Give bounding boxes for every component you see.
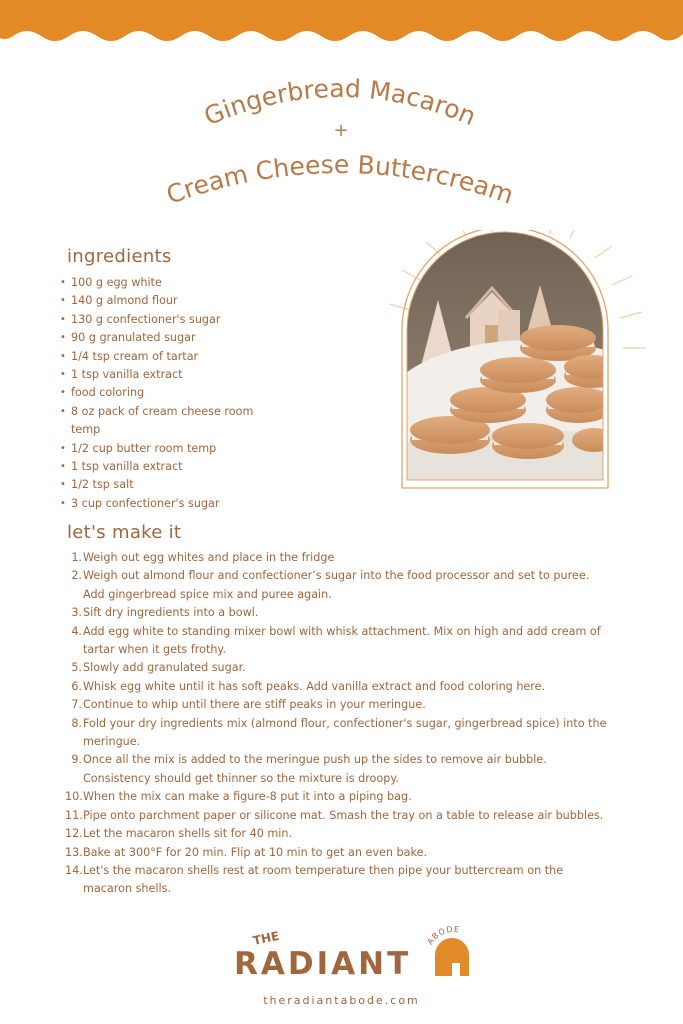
step-text: Fold your dry ingredients mix (almond flour, confectioner's sugar, gingerbread spice) into the: [83, 716, 607, 730]
step-number: 8.: [71, 716, 82, 730]
method-step: [65, 751, 665, 769]
ingredient-item: • 1/4 tsp cream of tartar: [60, 348, 265, 366]
title-line-2: Cream Cheese Buttercream: [162, 149, 518, 210]
step-number: [65, 733, 83, 751]
ingredients-heading: ingredients: [67, 246, 172, 267]
step-text: Add gingerbread spice mix and puree again.: [83, 587, 332, 601]
logo-the: THE: [251, 928, 281, 948]
step-number: 9.: [71, 753, 82, 767]
step-number: 7.: [71, 698, 82, 712]
method-step: [65, 733, 665, 751]
step-text: Add egg white to standing mixer bowl with whisk attachment. Mix on high and add cream of: [83, 624, 601, 638]
step-number: [65, 586, 83, 604]
method-steps-list: [65, 549, 665, 899]
method-step: [65, 715, 665, 733]
step-text: Pipe onto parchment paper or silicone mat. Smash the tray on a table to release air bubbles.: [83, 808, 604, 822]
logo-radiant: RADIANT: [234, 946, 412, 982]
ingredient-item: • food coloring: [60, 384, 265, 402]
ingredient-item: • 3 cup confectioner's sugar: [60, 495, 265, 513]
ingredient-item: • 1 tsp vanilla extract: [60, 458, 265, 476]
step-text: Consistency should get thinner so the mixture is droopy.: [83, 771, 399, 785]
method-step: [65, 696, 665, 714]
ingredient-item: • 8 oz pack of cream cheese room temp: [60, 403, 265, 440]
method-step: [65, 641, 665, 659]
step-text: Continue to whip until there are stiff peaks in your meringue.: [83, 698, 426, 712]
recipe-title: [0, 60, 683, 220]
step-text: macaron shells.: [83, 882, 172, 896]
step-number: [65, 770, 83, 788]
top-wave-band: [0, 0, 683, 50]
step-number: 14.: [65, 863, 83, 877]
step-text: Bake at 300°F for 20 min. Flip at 10 min to get an even bake.: [83, 845, 428, 859]
step-number: 13.: [65, 845, 83, 859]
step-number: 12.: [65, 827, 83, 841]
ingredient-item: • 130 g confectioner's sugar: [60, 311, 265, 329]
title-plus: +: [333, 120, 349, 141]
ingredient-item: • 1 tsp vanilla extract: [60, 366, 265, 384]
logo-abode: ABODE: [425, 925, 461, 947]
step-number: 5.: [71, 661, 82, 675]
ingredient-item: • 100 g egg white: [60, 274, 265, 292]
step-number: 1.: [71, 551, 82, 564]
step-text: meringue.: [83, 735, 141, 749]
method-heading: let's make it: [67, 522, 182, 543]
macaron-photo: [380, 230, 650, 510]
step-text: Weigh out egg whites and place in the fridge: [83, 551, 335, 564]
ingredient-item: • 90 g granulated sugar: [60, 329, 265, 347]
method-step: [65, 659, 665, 677]
method-step: [65, 788, 665, 806]
step-text: Once all the mix is added to the meringue push up the sides to remove air bubble.: [83, 753, 547, 767]
step-number: 3.: [71, 606, 82, 620]
step-text: tartar when it gets frothy.: [83, 643, 227, 657]
method-step: [65, 623, 665, 641]
step-text: Sift dry ingredients into a bowl.: [83, 606, 259, 620]
step-text: Slowly add granulated sugar.: [83, 661, 246, 675]
website-url: theradiantabode.com: [263, 994, 420, 1007]
method-step: [65, 844, 665, 862]
ingredients-list: [60, 274, 265, 513]
step-number: 10.: [65, 790, 83, 804]
radiant-abode-logo: [230, 925, 490, 985]
step-number: [65, 880, 83, 898]
method-step: [65, 586, 665, 604]
ingredient-item: • 140 g almond flour: [60, 292, 265, 310]
step-text: Let's the macaron shells rest at room temperature then pipe your buttercream on the: [83, 863, 564, 877]
ingredient-item: • 1/2 tsp salt: [60, 476, 265, 494]
method-step: [65, 807, 665, 825]
ingredient-item: • 1/2 cup butter room temp: [60, 440, 265, 458]
method-step: [65, 862, 665, 880]
method-step: [65, 567, 665, 585]
title-line-1: Gingerbread Macaron: [199, 73, 481, 132]
method-step: [65, 825, 665, 843]
step-number: 4.: [71, 624, 82, 638]
method-step: [65, 549, 665, 567]
step-number: [65, 641, 83, 659]
method-step: [65, 880, 665, 898]
step-text: Weigh out almond flour and confectioner’s sugar into the food processor and set to puree.: [83, 569, 590, 583]
step-number: 2.: [71, 569, 82, 583]
method-step: [65, 604, 665, 622]
method-step: [65, 770, 665, 788]
step-number: 11.: [65, 808, 83, 822]
step-text: Let the macaron shells sit for 40 min.: [83, 827, 293, 841]
method-step: [65, 678, 665, 696]
step-number: 6.: [71, 679, 82, 693]
step-text: When the mix can make a figure-8 put it into a piping bag.: [83, 790, 412, 804]
step-text: Whisk egg white until it has soft peaks. Add vanilla extract and food coloring here.: [83, 679, 546, 693]
